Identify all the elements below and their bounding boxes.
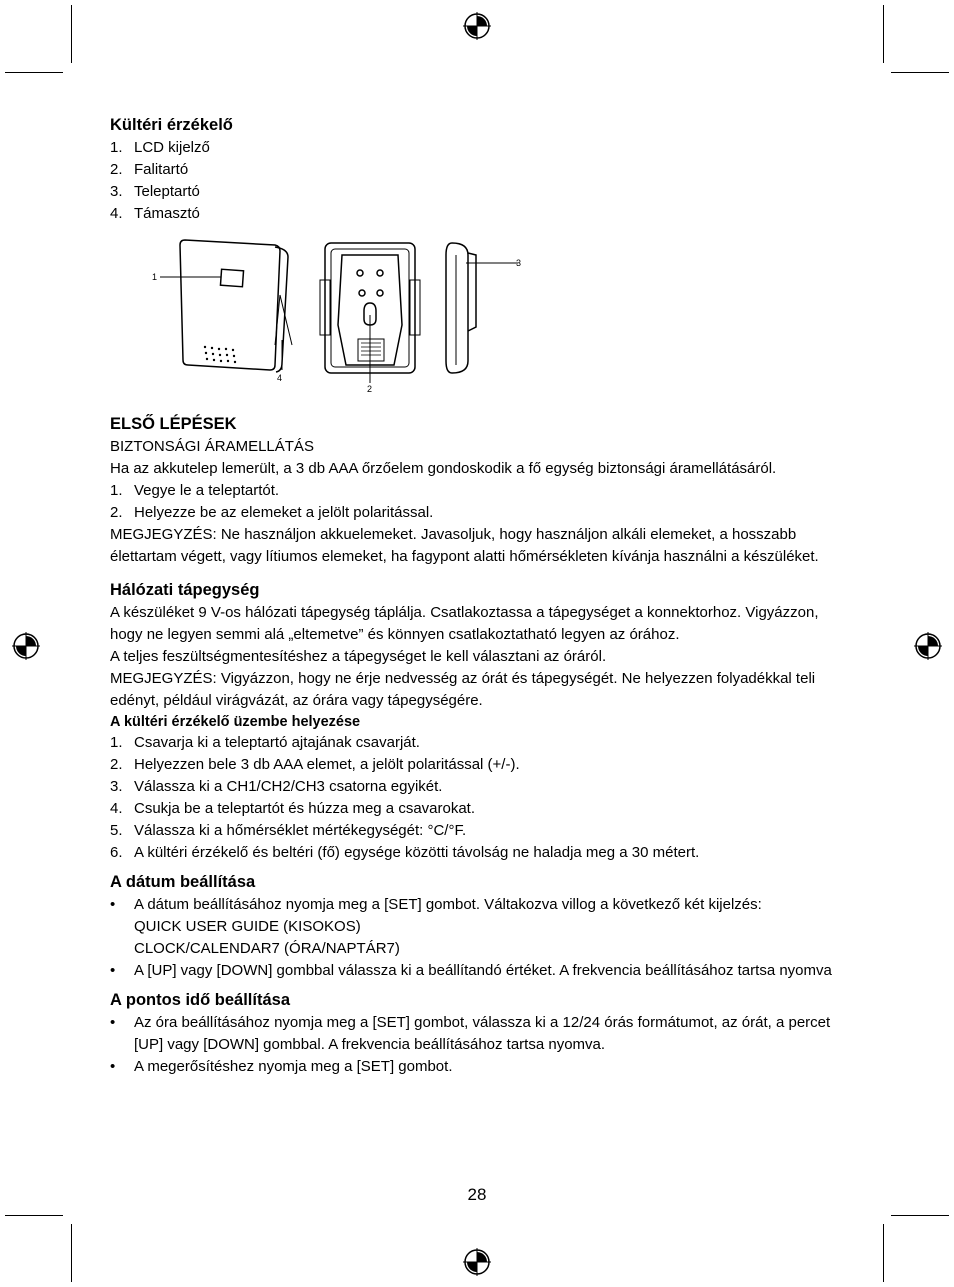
section-title-time-setting: A pontos idő beállítása xyxy=(110,991,290,1009)
list-item: 1. LCD kijelző xyxy=(110,139,210,156)
callout-label-3: 3 xyxy=(516,258,522,268)
sensor-setup-list xyxy=(110,732,850,864)
sensor-back-view xyxy=(320,243,420,383)
section-title-power-adapter: Hálózati tápegység xyxy=(110,581,260,599)
sensor-diagram xyxy=(130,235,530,395)
list-item: 5. Válassza ki a hőmérséklet mértékegységét: °C/°F. xyxy=(110,822,467,839)
paragraph: A készüléket 9 V-os hálózati tápegység táplálja. Csatlakoztassa a tápegységet a konnektorhoz. Vigyázzon, hogy ne legyen semmi alá „eltemetve” és könnyen csatlakoztatható legyen az órához. xyxy=(110,604,819,643)
section-title-sensor-setup: A kültéri érzékelő üzembe helyezése xyxy=(110,714,361,730)
registration-mark-icon xyxy=(461,1246,493,1278)
list-item: 4. Támasztó xyxy=(110,205,200,222)
paragraph: A teljes feszültségmentesítéshez a tápegységet le kell választani az óráról. xyxy=(110,648,607,665)
outdoor-sensor-parts-list xyxy=(110,137,850,225)
subtitle-backup-power: BIZTONSÁGI ÁRAMELLÁTÁS xyxy=(110,438,314,455)
crop-mark xyxy=(891,72,949,73)
list-item: 3. Válassza ki a CH1/CH2/CH3 csatorna egyikét. xyxy=(110,778,443,795)
first-steps-list xyxy=(110,480,850,524)
list-item: • A megerősítéshez nyomja meg a [SET] gombot. xyxy=(110,1058,453,1075)
list-item: 3. Teleptartó xyxy=(110,183,200,200)
crop-mark xyxy=(883,1224,884,1282)
note-paragraph: MEGJEGYZÉS: Vigyázzon, hogy ne érje nedvesség az órát és tápegységét. Ne helyezzen folyadékkal teli edényt, például virágvázát, az órára vagy tápegységére. xyxy=(110,670,816,709)
section-title-first-steps: ELSŐ LÉPÉSEK xyxy=(110,415,237,433)
registration-mark-icon xyxy=(10,630,42,662)
list-item: 2. Helyezze be az elemeket a jelölt polaritással. xyxy=(110,504,434,521)
list-item: 1. Csavarja ki a teleptartó ajtajának csavarját. xyxy=(110,734,420,751)
list-item: • A dátum beállításához nyomja meg a [SET] gombot. Váltakozva villog a következő két kijelzés: QUICK USER GUIDE (KISOKOS) CLOCK/CALENDAR7 (ÓRA/NAPTÁR7) xyxy=(110,896,762,957)
speaker-dots xyxy=(204,346,236,363)
list-item: 1. Vegye le a teleptartót. xyxy=(110,482,280,499)
crop-mark xyxy=(71,1224,72,1282)
list-item: 6. A kültéri érzékelő és beltéri (fő) egysége közötti távolság ne haladja meg a 30 métert. xyxy=(110,844,700,861)
battery-door-vents xyxy=(361,343,381,355)
crop-mark xyxy=(5,72,63,73)
crop-mark xyxy=(883,5,884,63)
date-setting-list xyxy=(110,894,850,982)
list-item: 2. Helyezzen bele 3 db AAA elemet, a jelölt polaritással (+/-). xyxy=(110,756,520,773)
section-title-date-setting: A dátum beállítása xyxy=(110,873,256,891)
note-paragraph: MEGJEGYZÉS: Ne használjon akkuelemeket. Javasoljuk, hogy használjon alkáli elemeket, a hosszabb élettartam végett, vagy lítiumos elemeket, ha fagypont alatti hőmérsékleten kívánja használni a készüléket. xyxy=(110,526,819,565)
list-item: 4. Csukja be a teleptartót és húzza meg a csavarokat. xyxy=(110,800,476,817)
crop-mark xyxy=(71,5,72,63)
list-item: 2. Falitartó xyxy=(110,161,189,178)
page-content xyxy=(110,113,850,1078)
crop-mark xyxy=(5,1215,63,1216)
callout-label-2: 2 xyxy=(367,384,373,394)
list-item: • Az óra beállításához nyomja meg a [SET] gombot, válassza ki a 12/24 órás formátumot, az órát, a percet [UP] vagy [DOWN] gombbal. A frekvencia beállításához tartsa nyomva. xyxy=(110,1014,831,1053)
sensor-side-view xyxy=(446,243,518,373)
section-title-outdoor-sensor: Kültéri érzékelő xyxy=(110,116,233,134)
registration-mark-icon xyxy=(461,10,493,42)
sensor-front-view xyxy=(160,240,292,372)
callout-label-4: 4 xyxy=(277,373,283,383)
crop-mark xyxy=(891,1215,949,1216)
list-item: • A [UP] vagy [DOWN] gombbal válassza ki a beállítandó értéket. A frekvencia beállításához tartsa nyomva xyxy=(110,962,832,979)
registration-mark-icon xyxy=(912,630,944,662)
paragraph: Ha az akkutelep lemerült, a 3 db AAA őrzőelem gondoskodik a fő egység biztonsági áramellátásáról. xyxy=(110,460,777,477)
callout-label-1: 1 xyxy=(152,272,158,282)
page-number: 28 xyxy=(467,1185,487,1204)
time-setting-list xyxy=(110,1012,850,1078)
